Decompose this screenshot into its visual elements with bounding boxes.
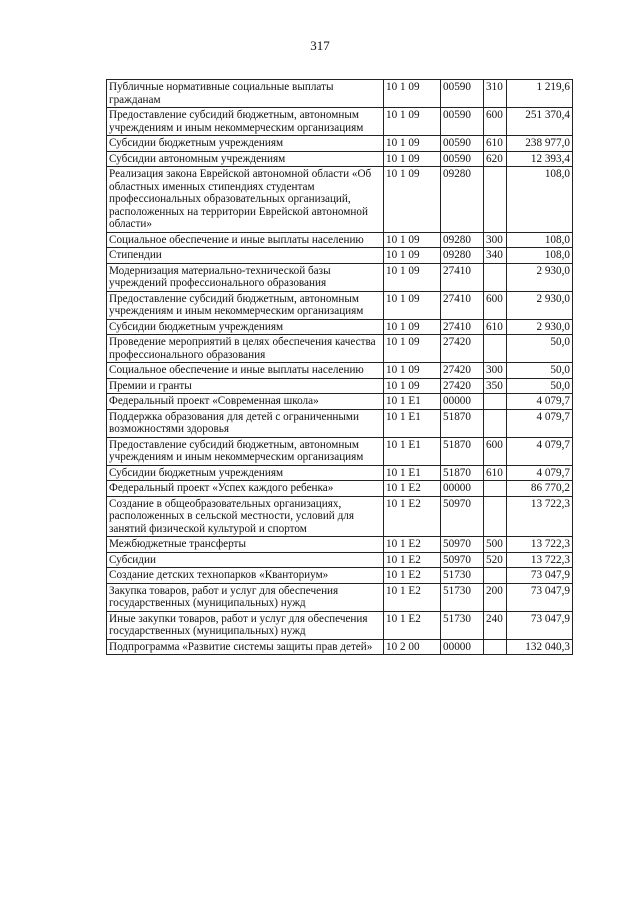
row-direction-code: 09280	[441, 232, 484, 248]
row-name: Субсидии бюджетным учреждениям	[107, 136, 384, 152]
row-expense-type	[484, 263, 507, 291]
row-amount: 13 722,3	[507, 552, 573, 568]
row-name: Предоставление субсидий бюджетным, автономным учреждениям и иным некоммерческим организациям	[107, 437, 384, 465]
row-expense-type	[484, 394, 507, 410]
row-expense-type: 300	[484, 232, 507, 248]
row-expense-type	[484, 496, 507, 537]
row-direction-code: 27420	[441, 363, 484, 379]
row-name: Федеральный проект «Успех каждого ребенка»	[107, 481, 384, 497]
row-direction-code: 00590	[441, 136, 484, 152]
row-direction-code: 51870	[441, 409, 484, 437]
row-name: Федеральный проект «Современная школа»	[107, 394, 384, 410]
row-amount: 12 393,4	[507, 151, 573, 167]
row-target-code: 10 1 09	[384, 232, 441, 248]
row-expense-type	[484, 167, 507, 233]
row-amount: 251 370,4	[507, 108, 573, 136]
table-row	[107, 248, 573, 264]
row-amount: 132 040,3	[507, 639, 573, 655]
row-expense-type: 610	[484, 136, 507, 152]
row-target-code: 10 1 E1	[384, 437, 441, 465]
row-amount: 108,0	[507, 167, 573, 233]
row-expense-type: 340	[484, 248, 507, 264]
row-target-code: 10 1 09	[384, 319, 441, 335]
row-expense-type	[484, 409, 507, 437]
row-direction-code: 27420	[441, 335, 484, 363]
table-row	[107, 80, 573, 108]
row-target-code: 10 1 09	[384, 167, 441, 233]
table-row	[107, 611, 573, 639]
budget-table	[106, 79, 573, 655]
row-expense-type: 500	[484, 537, 507, 553]
row-amount: 73 047,9	[507, 568, 573, 584]
row-direction-code: 00000	[441, 481, 484, 497]
row-target-code: 10 1 E2	[384, 481, 441, 497]
row-target-code: 10 1 E2	[384, 583, 441, 611]
row-expense-type	[484, 568, 507, 584]
row-target-code: 10 1 09	[384, 335, 441, 363]
table-row	[107, 335, 573, 363]
table-row	[107, 319, 573, 335]
row-direction-code: 50970	[441, 537, 484, 553]
row-name: Субсидии бюджетным учреждениям	[107, 319, 384, 335]
table-row	[107, 232, 573, 248]
row-name: Публичные нормативные социальные выплаты гражданам	[107, 80, 384, 108]
row-direction-code: 50970	[441, 496, 484, 537]
row-direction-code: 27410	[441, 263, 484, 291]
row-amount: 86 770,2	[507, 481, 573, 497]
row-expense-type: 350	[484, 378, 507, 394]
table-row	[107, 263, 573, 291]
row-expense-type: 600	[484, 291, 507, 319]
row-expense-type: 620	[484, 151, 507, 167]
row-name: Субсидии автономным учреждениям	[107, 151, 384, 167]
row-target-code: 10 1 09	[384, 378, 441, 394]
table-row	[107, 108, 573, 136]
row-amount: 4 079,7	[507, 409, 573, 437]
row-target-code: 10 1 09	[384, 363, 441, 379]
row-direction-code: 00000	[441, 639, 484, 655]
row-name: Социальное обеспечение и иные выплаты населению	[107, 363, 384, 379]
row-target-code: 10 1 09	[384, 136, 441, 152]
row-target-code: 10 1 E1	[384, 409, 441, 437]
row-target-code: 10 1 09	[384, 263, 441, 291]
table-row	[107, 394, 573, 410]
table-row	[107, 496, 573, 537]
row-target-code: 10 1 E2	[384, 496, 441, 537]
row-expense-type: 240	[484, 611, 507, 639]
row-name: Иные закупки товаров, работ и услуг для обеспечения государственных (муниципальных) нужд	[107, 611, 384, 639]
table-row	[107, 409, 573, 437]
row-expense-type: 610	[484, 465, 507, 481]
row-direction-code: 51870	[441, 465, 484, 481]
row-amount: 238 977,0	[507, 136, 573, 152]
row-direction-code: 00590	[441, 80, 484, 108]
table-row	[107, 363, 573, 379]
row-expense-type: 200	[484, 583, 507, 611]
row-amount: 13 722,3	[507, 496, 573, 537]
table-row	[107, 568, 573, 584]
row-target-code: 10 1 09	[384, 151, 441, 167]
row-amount: 73 047,9	[507, 583, 573, 611]
row-amount: 2 930,0	[507, 291, 573, 319]
table-row	[107, 136, 573, 152]
table-row	[107, 291, 573, 319]
budget-table-body	[107, 80, 573, 655]
row-target-code: 10 2 00	[384, 639, 441, 655]
row-name: Предоставление субсидий бюджетным, автономным учреждениям и иным некоммерческим организациям	[107, 291, 384, 319]
row-amount: 4 079,7	[507, 394, 573, 410]
row-name: Подпрограмма «Развитие системы защиты прав детей»	[107, 639, 384, 655]
row-name: Реализация закона Еврейской автономной области «Об областных именных стипендиях студентам профессиональных образовательных организаций, расположенных на территории Еврейской автономной области»	[107, 167, 384, 233]
table-row	[107, 583, 573, 611]
row-direction-code: 50970	[441, 552, 484, 568]
row-name: Закупка товаров, работ и услуг для обеспечения государственных (муниципальных) нужд	[107, 583, 384, 611]
table-row	[107, 481, 573, 497]
row-expense-type	[484, 639, 507, 655]
row-expense-type: 600	[484, 437, 507, 465]
row-amount: 4 079,7	[507, 465, 573, 481]
row-direction-code: 51870	[441, 437, 484, 465]
row-direction-code: 27410	[441, 319, 484, 335]
row-amount: 108,0	[507, 232, 573, 248]
row-amount: 2 930,0	[507, 319, 573, 335]
row-direction-code: 09280	[441, 167, 484, 233]
row-amount: 13 722,3	[507, 537, 573, 553]
row-amount: 1 219,6	[507, 80, 573, 108]
row-name: Проведение мероприятий в целях обеспечения качества профессионального образования	[107, 335, 384, 363]
row-name: Модернизация материально-технической базы учреждений профессионального образования	[107, 263, 384, 291]
row-target-code: 10 1 E1	[384, 394, 441, 410]
table-row	[107, 378, 573, 394]
table-row	[107, 552, 573, 568]
row-amount: 2 930,0	[507, 263, 573, 291]
row-target-code: 10 1 09	[384, 80, 441, 108]
row-expense-type: 610	[484, 319, 507, 335]
row-direction-code: 27410	[441, 291, 484, 319]
row-direction-code: 00000	[441, 394, 484, 410]
table-row	[107, 437, 573, 465]
row-amount: 4 079,7	[507, 437, 573, 465]
table-row	[107, 167, 573, 233]
table-row	[107, 465, 573, 481]
row-expense-type: 310	[484, 80, 507, 108]
row-expense-type: 520	[484, 552, 507, 568]
row-name: Субсидии бюджетным учреждениям	[107, 465, 384, 481]
row-name: Создание в общеобразовательных организациях, расположенных в сельской местности, условий для занятий физической культурой и спортом	[107, 496, 384, 537]
row-direction-code: 00590	[441, 108, 484, 136]
row-expense-type: 600	[484, 108, 507, 136]
row-expense-type: 300	[484, 363, 507, 379]
row-target-code: 10 1 09	[384, 108, 441, 136]
row-amount: 108,0	[507, 248, 573, 264]
row-expense-type	[484, 481, 507, 497]
row-name: Премии и гранты	[107, 378, 384, 394]
row-name: Межбюджетные трансферты	[107, 537, 384, 553]
row-target-code: 10 1 E2	[384, 537, 441, 553]
row-amount: 73 047,9	[507, 611, 573, 639]
row-name: Субсидии	[107, 552, 384, 568]
table-row	[107, 151, 573, 167]
row-name: Поддержка образования для детей с ограниченными возможностями здоровья	[107, 409, 384, 437]
row-target-code: 10 1 E1	[384, 465, 441, 481]
row-direction-code: 27420	[441, 378, 484, 394]
row-target-code: 10 1 09	[384, 291, 441, 319]
row-target-code: 10 1 E2	[384, 552, 441, 568]
row-name: Предоставление субсидий бюджетным, автономным учреждениям и иным некоммерческим организациям	[107, 108, 384, 136]
row-direction-code: 51730	[441, 568, 484, 584]
row-direction-code: 09280	[441, 248, 484, 264]
row-name: Создание детских технопарков «Кванториум»	[107, 568, 384, 584]
row-direction-code: 51730	[441, 611, 484, 639]
row-target-code: 10 1 E2	[384, 568, 441, 584]
page-number: 317	[310, 38, 330, 53]
row-target-code: 10 1 E2	[384, 611, 441, 639]
table-row	[107, 537, 573, 553]
row-name: Стипендии	[107, 248, 384, 264]
row-direction-code: 51730	[441, 583, 484, 611]
row-direction-code: 00590	[441, 151, 484, 167]
row-amount: 50,0	[507, 363, 573, 379]
row-expense-type	[484, 335, 507, 363]
row-target-code: 10 1 09	[384, 248, 441, 264]
table-row	[107, 639, 573, 655]
row-amount: 50,0	[507, 378, 573, 394]
row-amount: 50,0	[507, 335, 573, 363]
row-name: Социальное обеспечение и иные выплаты населению	[107, 232, 384, 248]
